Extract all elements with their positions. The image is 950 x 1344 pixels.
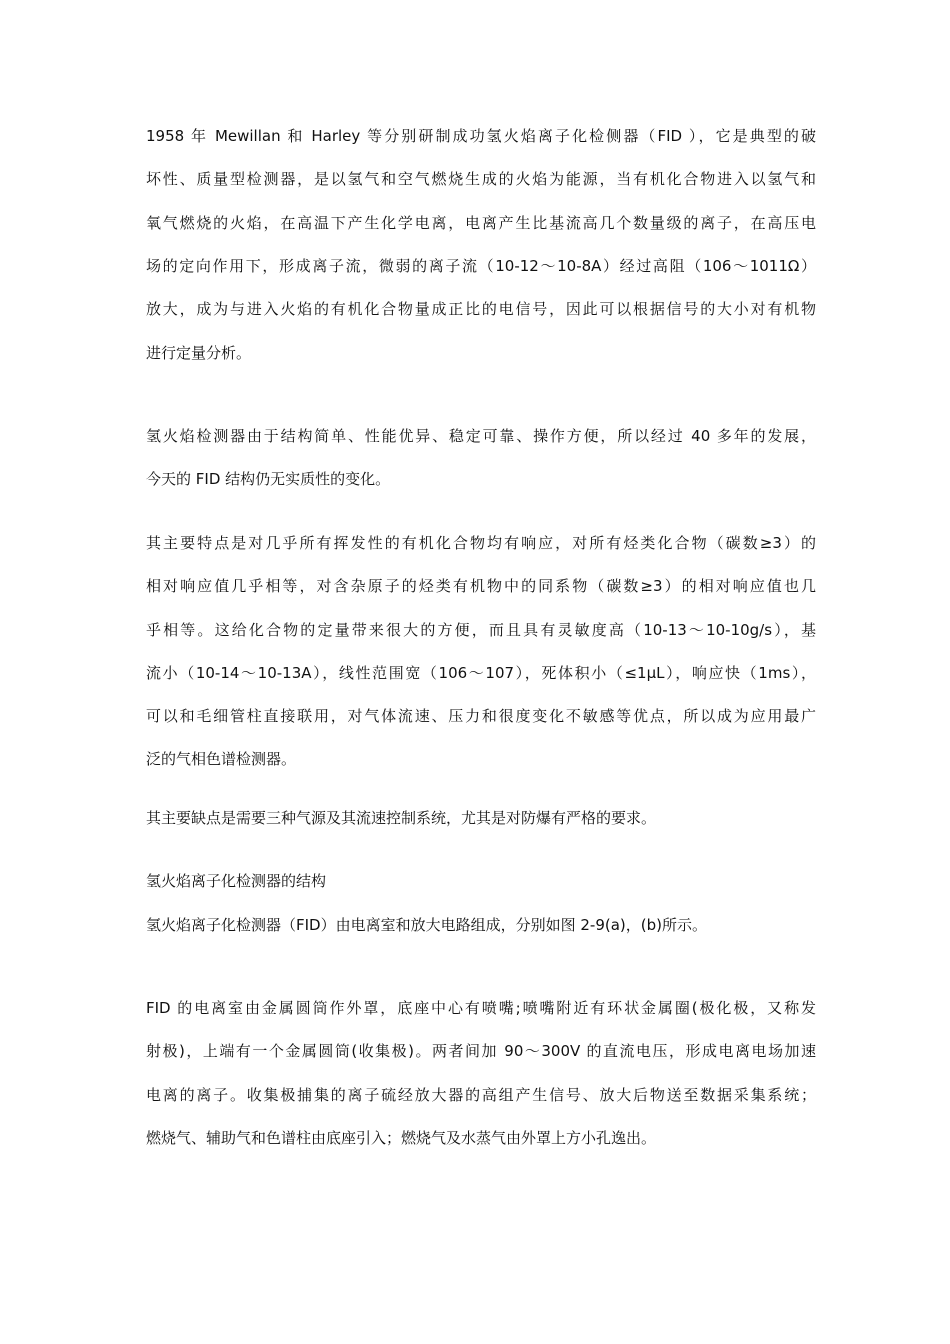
paragraph-1-line-4: 场的定向作用下，形成离子流，微弱的离子流（10-12～10-8A）经过高阻（106～1011Ω） [146, 257, 816, 275]
paragraph-6-line-2: 射极)，上端有一个金属圆筒(收集极)。两者间加 90～300V 的直流电压，形成电离电场加速 [146, 1042, 816, 1060]
section-heading: 氢火焰离子化检测器的结构 [146, 872, 327, 890]
paragraph-2-line-1: 氢火焰检测器由于结构简单、性能优异、稳定可靠、操作方便，所以经过 40 多年的发展， [146, 427, 816, 445]
paragraph-1-line-2: 坏性、质量型检测器，是以氢气和空气燃烧生成的火焰为能源，当有机化合物进入以氢气和 [146, 170, 816, 188]
paragraph-1-line-6: 进行定量分析。 [146, 344, 252, 362]
paragraph-6-line-3: 电离的离子。收集极捕集的离子硫经放大器的高组产生信号、放大后物送至数据采集系统； [146, 1086, 816, 1104]
paragraph-1-line-1: 1958 年 Mewillan 和 Harley 等分别研制成功氢火焰离子化检侧器（FID ），它是典型的破 [146, 127, 816, 145]
paragraph-3-line-5: 可以和毛细管柱直接联用，对气体流速、压力和很度变化不敏感等优点，所以成为应用最广 [146, 707, 816, 725]
paragraph-3-line-4: 流小（10-14～10-13A），线性范围宽（106～107），死体积小（≤1μL），响应快（1ms）， [146, 664, 816, 682]
paragraph-1-line-5: 放大，成为与进入火焰的有机化合物量成正比的电信号，因此可以根据信号的大小对有机物 [146, 300, 816, 318]
paragraph-5-line-1: 氢火焰离子化检测器（FID）由电离室和放大电路组成，分别如图 2-9(a)，(b)所示。 [146, 916, 707, 934]
paragraph-3-line-2: 相对响应值几乎相等，对含杂原子的烃类有机物中的同系物（碳数≥3）的相对响应值也几 [146, 577, 816, 595]
paragraph-2-line-2: 今天的 FID 结构仍无实质性的变化。 [146, 470, 391, 488]
paragraph-6-line-4: 燃烧气、辅助气和色谱柱由底座引入；燃烧气及水蒸气由外罩上方小孔逸出。 [146, 1129, 657, 1147]
paragraph-1-line-3: 氧气燃烧的火焰，在高温下产生化学电离，电离产生比基流高几个数量级的离子，在高压电 [146, 214, 816, 232]
paragraph-6-line-1: FID 的电离室由金属圆筒作外罩，底座中心有喷嘴;喷嘴附近有环状金属圈(极化极，又称发 [146, 999, 816, 1017]
paragraph-3-line-6: 泛的气相色谱检测器。 [146, 750, 297, 768]
paragraph-3-line-3: 乎相等。这给化合物的定量带来很大的方便，而且具有灵敏度高（10-13～10-10g/s），基 [146, 621, 816, 639]
paragraph-3-line-1: 其主要特点是对几乎所有挥发性的有机化合物均有响应，对所有烃类化合物（碳数≥3）的 [146, 534, 816, 552]
paragraph-4-line-1: 其主要缺点是需要三种气源及其流速控制系统，尤其是对防爆有严格的要求。 [146, 809, 657, 827]
